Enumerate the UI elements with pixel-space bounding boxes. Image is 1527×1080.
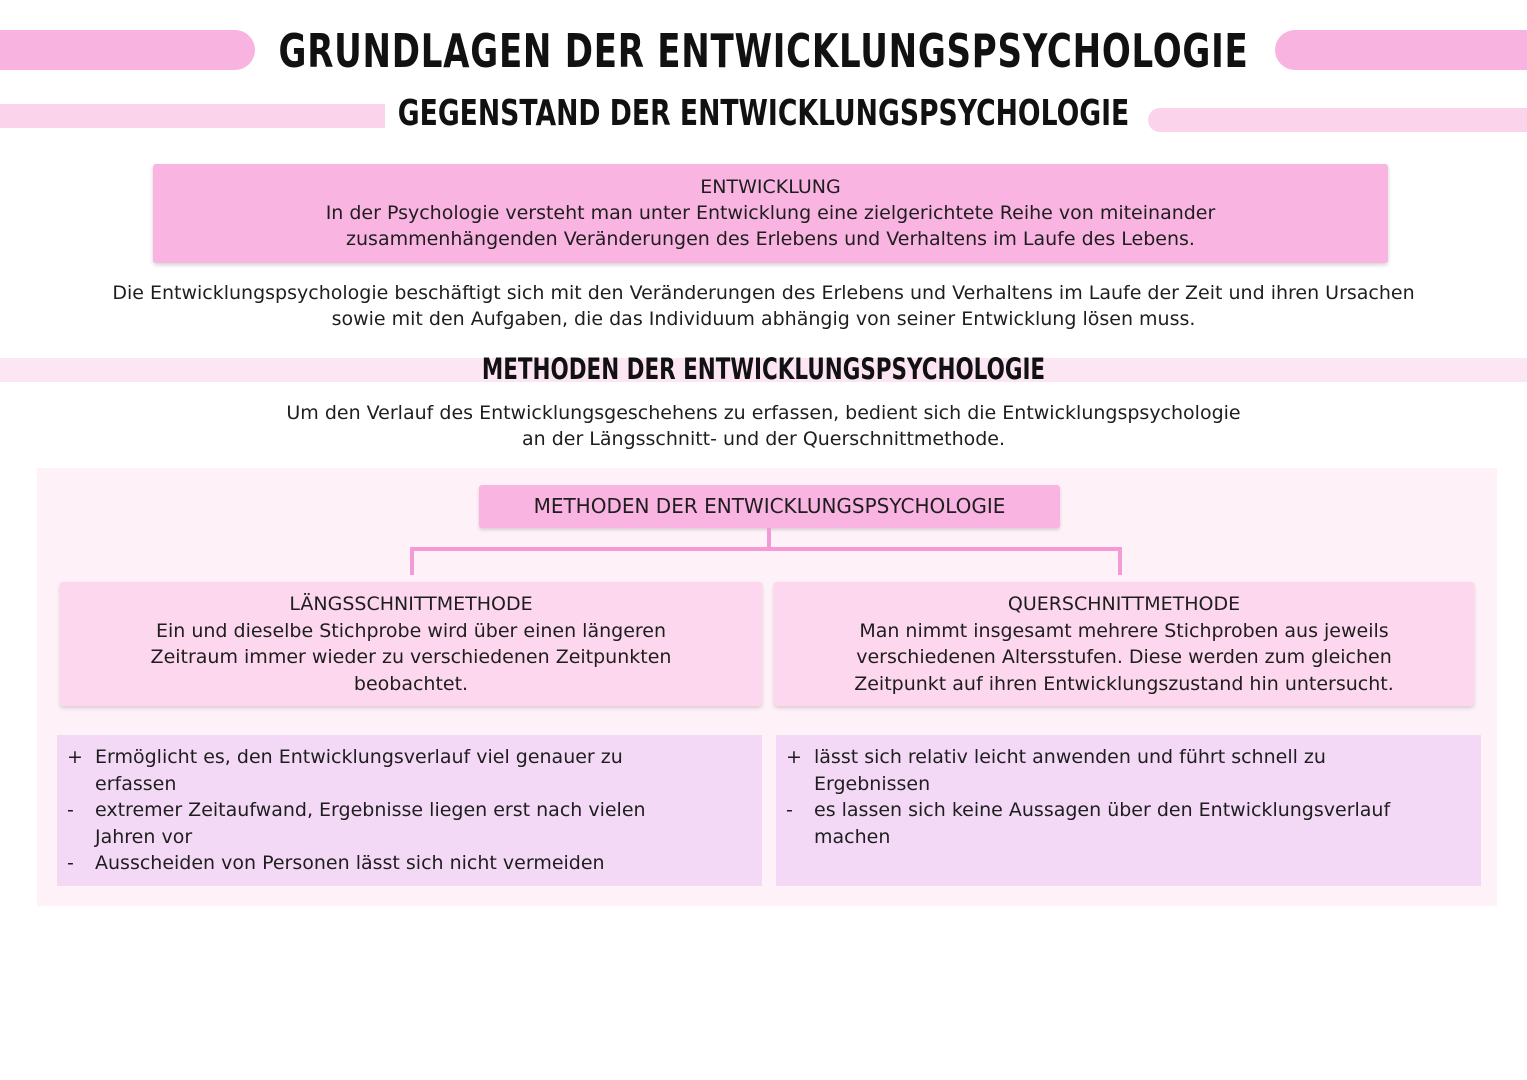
point-line: extremer Zeitaufwand, Ergebnisse liegen erst nach vielen bbox=[95, 799, 646, 821]
point-line: machen bbox=[814, 825, 891, 848]
methods-root-box: METHODEN DER ENTWICKLUNGSPSYCHOLOGIE bbox=[479, 485, 1060, 528]
connector-vertical-left bbox=[410, 547, 414, 575]
list-item bbox=[67, 797, 752, 850]
paragraph-line: sowie mit den Aufgaben, die das Individuum abhängig von seiner Entwicklung lösen muss. bbox=[331, 308, 1196, 330]
intro-line: an der Längsschnitt- und der Querschnittmethode. bbox=[521, 428, 1006, 450]
definition-box bbox=[153, 164, 1388, 263]
point-line: Ausscheiden von Personen lässt sich nicht vermeiden bbox=[95, 852, 605, 874]
page-title: GRUNDLAGEN DER ENTWICKLUNGSPSYCHOLOGIE bbox=[278, 24, 1249, 78]
list-item bbox=[67, 744, 752, 797]
method-desc-line: Zeitpunkt auf ihren Entwicklungszustand hin untersucht. bbox=[854, 672, 1394, 695]
intro-line: Um den Verlauf des Entwicklungsgeschehens zu erfassen, bedient sich die Entwicklungspsychologie bbox=[286, 402, 1241, 424]
plus-sign: + bbox=[67, 746, 83, 768]
method-card-laengsschnitt bbox=[60, 582, 762, 706]
method-desc-line: Zeitraum immer wieder zu verschiedenen Zeitpunkten bbox=[150, 646, 672, 668]
section2-intro bbox=[0, 400, 1527, 452]
point-line: erfassen bbox=[95, 772, 177, 795]
definition-line: In der Psychologie versteht man unter Entwicklung eine zielgerichtete Reihe von miteinander bbox=[325, 202, 1216, 224]
point-line: Jahren vor bbox=[95, 825, 193, 848]
point-line: lässt sich relativ leicht anwenden und führt schnell zu bbox=[814, 746, 1326, 768]
definition-line: zusammenhängenden Veränderungen des Erlebens und Verhaltens im Laufe des Lebens. bbox=[346, 228, 1195, 250]
method-desc-line: Ein und dieselbe Stichprobe wird über einen längeren bbox=[155, 619, 667, 642]
point-line: Ergebnissen bbox=[814, 772, 931, 795]
minus-sign: - bbox=[786, 799, 793, 821]
list-item bbox=[67, 850, 752, 877]
connector-vertical-right bbox=[1118, 547, 1122, 575]
method-desc-line: verschiedenen Altersstufen. Diese werden zum gleichen bbox=[856, 646, 1392, 668]
minus-sign: - bbox=[67, 799, 74, 821]
method-desc-line: beobachtet. bbox=[353, 672, 469, 695]
method-name: LÄNGSSCHNITTMETHODE bbox=[289, 593, 533, 615]
connector-horizontal bbox=[410, 547, 1122, 551]
plus-sign: + bbox=[786, 746, 802, 768]
method-card-querschnitt bbox=[774, 582, 1474, 706]
section1-paragraph bbox=[0, 280, 1527, 332]
point-line: es lassen sich keine Aussagen über den Entwicklungsverlauf bbox=[814, 799, 1391, 821]
method-name: QUERSCHNITTMETHODE bbox=[1007, 593, 1241, 615]
method-desc-line: Man nimmt insgesamt mehrere Stichproben aus jeweils bbox=[859, 619, 1389, 642]
paragraph-line: Die Entwicklungspsychologie beschäftigt sich mit den Veränderungen des Erlebens und Verhaltens im Laufe der Zeit und ihren Ursachen bbox=[112, 282, 1415, 304]
point-line: Ermöglicht es, den Entwicklungsverlauf viel genauer zu bbox=[95, 746, 623, 768]
minus-sign: - bbox=[67, 852, 74, 874]
proscons-laengsschnitt bbox=[57, 735, 762, 886]
definition-term: ENTWICKLUNG bbox=[700, 176, 841, 198]
section1-heading: GEGENSTAND DER ENTWICKLUNGSPSYCHOLOGIE bbox=[397, 93, 1130, 134]
list-item bbox=[786, 744, 1471, 797]
list-item bbox=[786, 797, 1471, 850]
section2-heading: METHODEN DER ENTWICKLUNGSPSYCHOLOGIE bbox=[481, 352, 1046, 386]
proscons-querschnitt bbox=[776, 735, 1481, 886]
